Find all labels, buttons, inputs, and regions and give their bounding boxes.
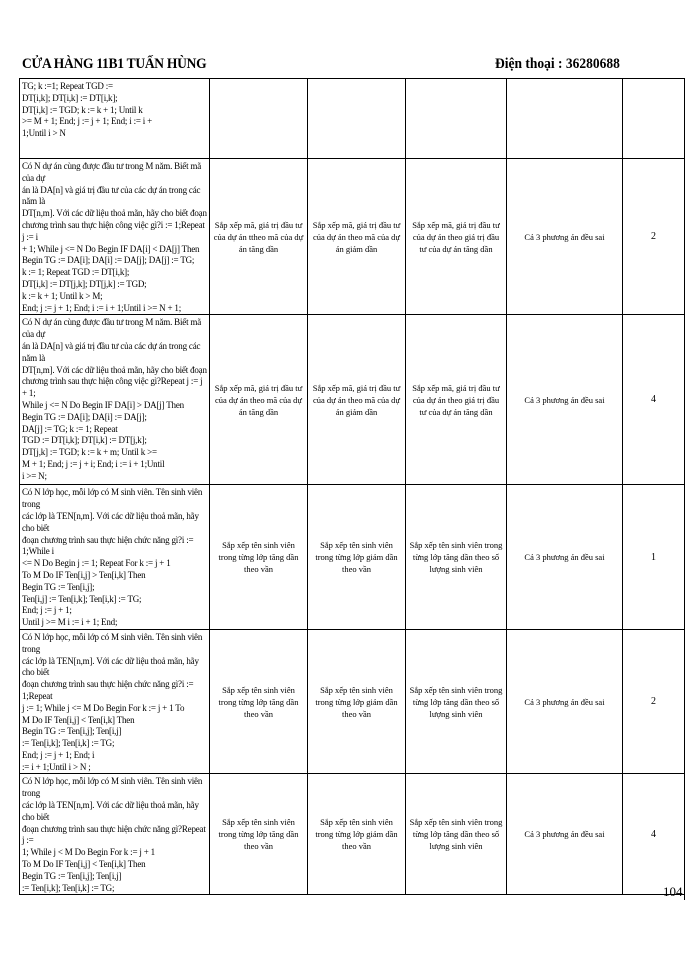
question-table — [19, 78, 685, 895]
table-row — [20, 629, 685, 774]
option-b-cell: Sắp xếp tên sinh viên trong từng lớp giảm dần theo vần — [308, 485, 406, 630]
answer-cell — [623, 79, 685, 159]
option-d-cell: Cả 3 phương án đều sai — [507, 774, 623, 895]
option-d-cell: Cả 3 phương án đều sai — [507, 485, 623, 630]
option-a-cell — [210, 79, 308, 159]
option-c-cell: Sắp xếp tên sinh viên trong từng lớp tăng dần theo số lượng sinh viên — [406, 629, 507, 774]
answer-cell: 4 — [623, 315, 685, 485]
option-a-cell: Sắp xếp tên sinh viên trong từng lớp tăng dần theo vần — [210, 485, 308, 630]
option-d-cell — [507, 79, 623, 159]
table-row — [20, 774, 685, 895]
option-a-cell: Sắp xếp mã, giá trị đầu tư của dự án theo mã của dự án tăng dần — [210, 315, 308, 485]
answer-cell: 2 — [623, 629, 685, 774]
option-b-cell: Sắp xếp mã, giá trị đầu tư của dự án theo mã của dự án giảm dần — [308, 315, 406, 485]
table-row — [20, 315, 685, 485]
option-c-cell: Sắp xếp tên sinh viên trong từng lớp tăng dần theo số lượng sinh viên — [406, 485, 507, 630]
question-cell: TG; k :=1; Repeat TGD := DT[i,k]; DT[i,k] := DT[i,k]; DT[i,k] := TGD; k := k + 1; Until k >= M + 1; End; j := j + 1; End; i := i + 1;Until i > N — [20, 79, 210, 159]
page-number: 104 — [663, 884, 683, 899]
table-row — [20, 159, 685, 315]
option-d-cell: Cả 3 phương án đều sai — [507, 315, 623, 485]
answer-cell: 4 — [623, 774, 685, 895]
question-cell: Có N dự án cùng được đầu tư trong M năm. Biết mã của dự án là DA[n] và giá trị đầu tư của các dự án trong các năm là DT[n,m]. Với các dữ liệu thoả mãn, hãy cho biết đoạn chương trình sau thực hiện công việc gì?i := 1;Repeat j := i + 1; While j <= N Do Begin IF DA[i] < DA[j] Then Begin TG := DA[i]; DA[i] := DA[j]; DA[j] := TG; k := 1; Repeat TGD := DT[i,k]; DT[i,k] := DT[j,k]; DT[j,k] := TGD; k := k + 1; Until k > M; End; j := j + 1; End; i := i + 1;Until i >= N + 1; — [20, 159, 210, 315]
question-cell: Có N lớp học, mỗi lớp có M sinh viên. Tên sinh viên trong các lớp là TEN[n,m]. Với các dữ liệu thoả mãn, hãy cho biết đoạn chương trình sau thực hiện chức năng gì?i := 1;While i <= N Do Begin j := 1; Repeat For k := j + 1 To M Do IF Ten[i,j] > Ten[i,k] Then Begin TG := Ten[i,j]; Ten[i,j] := Ten[i,k]; Ten[i,k] := TG; End; j := j + 1; Until j >= M i := i + 1; End; — [20, 485, 210, 630]
page-margin-rule — [684, 882, 685, 900]
page-header — [19, 56, 684, 78]
option-c-cell: Sắp xếp tên sinh viên trong từng lớp tăng dần theo số lượng sinh viên — [406, 774, 507, 895]
question-cell: Có N lớp học, mỗi lớp có M sinh viên. Tên sinh viên trong các lớp là TEN[n,m]. Với các dữ liệu thoả mãn, hãy cho biết đoạn chương trình sau thực hiện chức năng gì?i := 1;Repeat j := 1; While j <= M Do Begin For k := j + 1 To M Do IF Ten[i,j] < Ten[i,k] Then Begin TG := Ten[i,j]; Ten[i,j] := Ten[i,k]; Ten[i,k] := TG; End; j := j + 1; End; i := i + 1;Until i > N ; — [20, 629, 210, 774]
option-c-cell: Sắp xếp mã, giá trị đầu tư của dự án theo giá trị đầu tư của dự án tăng dần — [406, 159, 507, 315]
option-d-cell: Cả 3 phương án đều sai — [507, 159, 623, 315]
answer-cell: 1 — [623, 485, 685, 630]
option-b-cell — [308, 79, 406, 159]
shop-name: CỬA HÀNG 11B1 TUẤN HÙNG — [22, 56, 207, 72]
option-a-cell: Sắp xếp tên sinh viên trong từng lớp tăng dần theo vần — [210, 629, 308, 774]
table-row — [20, 485, 685, 630]
option-b-cell: Sắp xếp tên sinh viên trong từng lớp giảm dần theo vần — [308, 629, 406, 774]
option-b-cell: Sắp xếp tên sinh viên trong từng lớp giảm dần theo vần — [308, 774, 406, 895]
option-a-cell: Sắp xếp tên sinh viên trong từng lớp tăng dần theo vần — [210, 774, 308, 895]
phone-number: Điện thoại : 36280688 — [495, 56, 620, 72]
question-cell: Có N dự án cùng được đầu tư trong M năm. Biết mã của dự án là DA[n] và giá trị đầu tư của các dự án trong các năm là DT[n,m]. Với các dữ liệu thoả mãn, hãy cho biết đoạn chương trình sau thực hiện công việc gì?Repeat j := j + 1; While j <= N Do Begin IF DA[i] > DA[j] Then Begin TG := DA[i]; DA[i] := DA[j]; DA[j] := TG; k := 1; Repeat TGD := DT[i,k]; DT[i,k] := DT[j,k]; DT[j,k] := TGD; k := k + m; Until k >= M + 1; End; j := j + i; End; i := i + 1;Until i >= N; — [20, 315, 210, 485]
option-b-cell: Sắp xếp mã, giá trị đầu tư của dự án theo mã của dự án giảm dần — [308, 159, 406, 315]
answer-cell: 2 — [623, 159, 685, 315]
table-row — [20, 79, 685, 159]
option-c-cell — [406, 79, 507, 159]
option-a-cell: Sắp xếp mã, giá trị đầu tư của dự án ttheo mã của dự án tăng dần — [210, 159, 308, 315]
option-d-cell: Cả 3 phương án đều sai — [507, 629, 623, 774]
option-c-cell: Sắp xếp mã, giá trị đầu tư của dự án theo giá trị đầu tư của dự án tăng dần — [406, 315, 507, 485]
question-cell: Có N lớp học, mỗi lớp có M sinh viên. Tên sinh viên trong các lớp là TEN[n,m]. Với các dữ liệu thoả mãn, hãy cho biết đoạn chương trình sau thực hiện chức năng gì?Repeat j := 1; While j < M Do Begin For k := j + 1 To M Do IF Ten[i,j] < Ten[i,k] Then Begin TG := Ten[i,j]; Ten[i,j] := Ten[i,k]; Ten[i,k] := TG; — [20, 774, 210, 895]
